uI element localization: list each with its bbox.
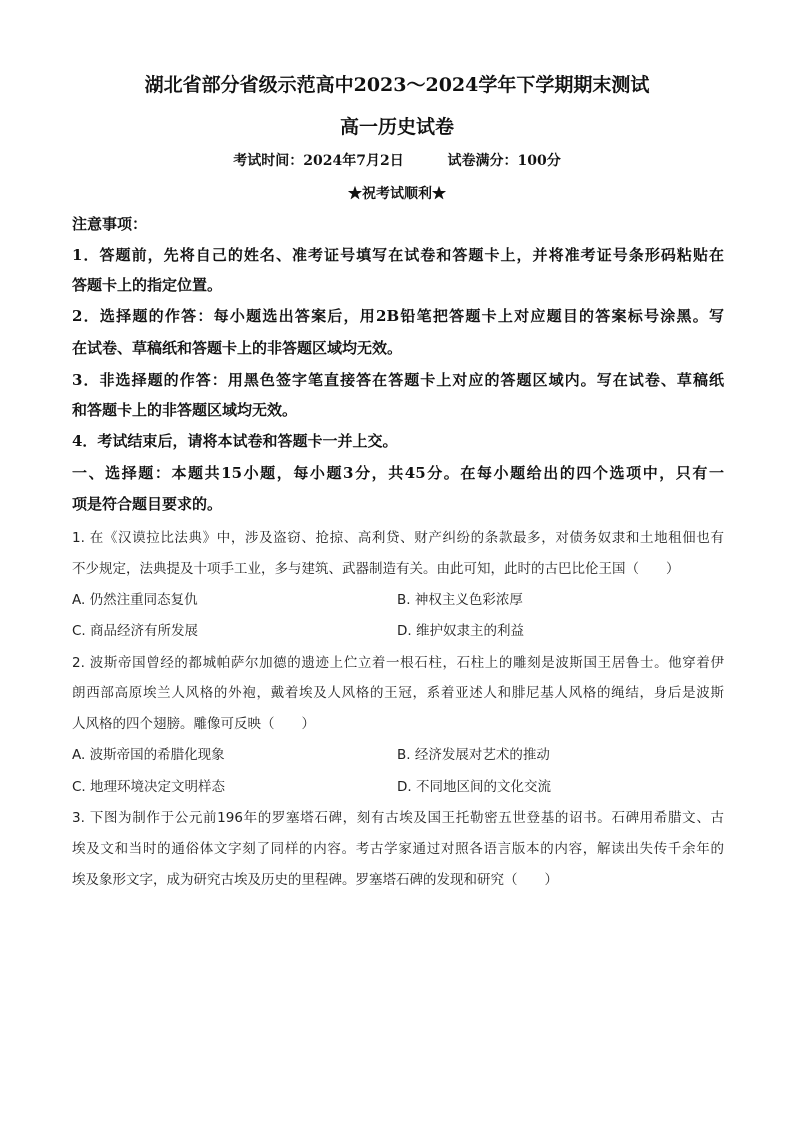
question-1-option-b: B. 神权主义色彩浓厚 bbox=[397, 592, 523, 608]
note-3-line-1: 3．非选择题的作答：用黑色签字笔直接答在答题卡上对应的答题区域内。写在试卷、草稿纸 bbox=[72, 371, 724, 389]
note-1-line-2: 答题卡上的指定位置。 bbox=[72, 276, 223, 294]
good-luck-wish: ★祝考试顺利★ bbox=[348, 186, 446, 202]
section-heading-line-2: 项是符合题目要求的。 bbox=[72, 495, 223, 513]
note-4-line-1: 4．考试结束后，请将本试卷和答题卡一并上交。 bbox=[72, 432, 398, 450]
question-3-line-1: 3. 下图为制作于公元前196年的罗塞塔石碑，刻有古埃及国王托勒密五世登基的诏书。石碑用希腊文、古 bbox=[72, 810, 724, 826]
section-heading-line-1: 一、选择题：本题共15小题，每小题3分，共45分。在每小题给出的四个选项中，只有一 bbox=[72, 464, 724, 482]
question-2-line-3: 人风格的四个翅膀。雕像可反映（ ） bbox=[72, 716, 315, 732]
question-3-line-2: 埃及文和当时的通俗体文字刻了同样的内容。考古学家通过对照各语言版本的内容，解读出失传千余年的 bbox=[72, 841, 724, 857]
question-1-option-a: A. 仍然注重同态复仇 bbox=[72, 592, 198, 608]
question-1-option-c: C. 商品经济有所发展 bbox=[72, 623, 199, 639]
exam-subtitle: 高一历史试卷 bbox=[339, 116, 454, 138]
exam-info bbox=[0, 150, 794, 170]
question-2-line-2: 朗西部高原埃兰人风格的外袍，戴着埃及人风格的王冠，系着亚述人和腓尼基人风格的绳结，身后是波斯 bbox=[72, 685, 724, 701]
question-2-line-1: 2. 波斯帝国曾经的都城帕萨尔加德的遗迹上伫立着一根石柱，石柱上的雕刻是波斯国王居鲁士。他穿着伊 bbox=[72, 655, 724, 671]
note-2-line-2: 在试卷、草稿纸和答题卡上的非答题区域均无效。 bbox=[72, 339, 403, 357]
question-3-line-3: 埃及象形文字，成为研究古埃及历史的里程碑。罗塞塔石碑的发现和研究（ ） bbox=[72, 872, 558, 888]
exam-time: 考试时间：2024年7月2日 bbox=[233, 153, 404, 169]
question-1-line-2: 不少规定，法典提及十项手工业，多与建筑、武器制造有关。由此可知，此时的古巴比伦王国（ ） bbox=[72, 561, 680, 577]
full-score: 试卷满分：100分 bbox=[447, 153, 561, 169]
note-1-line-1: 1．答题前，先将自己的姓名、准考证号填写在试卷和答题卡上，并将准考证号条形码粘贴在 bbox=[72, 246, 724, 264]
note-2-line-1: 2．选择题的作答：每小题选出答案后，用2B铅笔把答题卡上对应题目的答案标号涂黑。写 bbox=[72, 307, 724, 325]
question-2-option-b: B. 经济发展对艺术的推动 bbox=[397, 747, 550, 763]
question-1-option-d: D. 维护奴隶主的利益 bbox=[397, 623, 524, 639]
question-1-line-1: 1. 在《汉谟拉比法典》中，涉及盗窃、抢掠、高利贷、财产纠纷的条款最多，对债务奴隶和土地租佃也有 bbox=[72, 530, 724, 546]
note-3-line-2: 和答题卡上的非答题区域均无效。 bbox=[72, 401, 298, 419]
exam-title: 湖北省部分省级示范高中2023～2024学年下学期期末测试 bbox=[144, 74, 650, 96]
notes-heading: 注意事项： bbox=[72, 215, 148, 233]
question-2-option-c: C. 地理环境决定文明样态 bbox=[72, 779, 226, 795]
question-2-option-d: D. 不同地区间的文化交流 bbox=[397, 779, 551, 795]
question-2-option-a: A. 波斯帝国的希腊化现象 bbox=[72, 747, 225, 763]
